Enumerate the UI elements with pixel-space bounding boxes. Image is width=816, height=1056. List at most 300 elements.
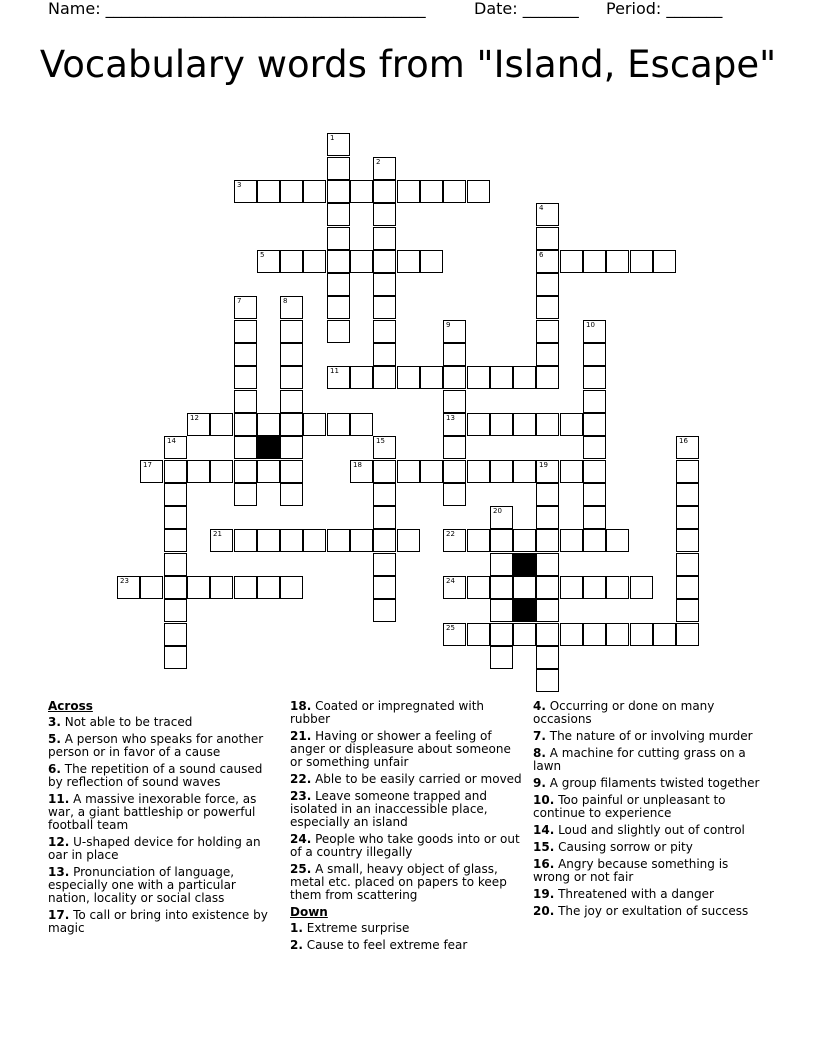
clue-number: 15 [376,437,385,445]
grid-cell[interactable] [140,576,163,599]
grid-cell[interactable] [490,529,513,552]
grid-cell[interactable] [490,623,513,646]
grid-cell[interactable] [164,483,187,506]
clue-number: 8 [283,297,288,305]
grid-cell[interactable] [490,646,513,669]
grid-cell[interactable] [536,227,559,250]
grid-cell[interactable] [373,273,396,296]
grid-cell[interactable] [560,623,583,646]
clue-item-number: 6. [48,762,61,776]
grid-cell[interactable] [234,343,257,366]
grid-cell[interactable] [490,413,513,436]
grid-cell[interactable] [420,180,443,203]
across-heading: Across [48,699,93,713]
grid-cell[interactable] [280,250,303,273]
clue-item [290,790,522,829]
clue-number: 12 [190,414,199,422]
clue-number: 1 [330,134,335,142]
grid-cell[interactable] [560,529,583,552]
clue-item [533,794,765,820]
grid-cell[interactable] [280,483,303,506]
clue-item-text: Occurring or done on many occasions [533,699,715,726]
clue-item-text: Leave someone trapped and isolated in an inaccessible place, especially an island [290,789,488,829]
clue-number: 16 [679,437,688,445]
grid-cell[interactable] [467,529,490,552]
clue-item-text: Having or shower a feeling of anger or displeasure about someone or something unfair [290,729,511,769]
clue-item-text: A massive inexorable force, as war, a giant battleship or powerful football team [48,792,257,832]
grid-cell[interactable] [164,506,187,529]
clue-item [533,888,765,901]
grid-cell[interactable] [117,576,140,599]
grid-cell[interactable] [676,460,699,483]
clue-item-number: 23. [290,789,312,803]
grid-cell[interactable] [560,460,583,483]
clue-item-text: A machine for cutting grass on a lawn [533,746,746,773]
grid-cell[interactable] [234,180,257,203]
clue-number: 2 [376,158,381,166]
grid-cell[interactable] [467,623,490,646]
grid-cell[interactable] [536,669,559,692]
grid-cell[interactable] [583,506,606,529]
clue-item-number: 2. [290,938,303,952]
clue-item [533,905,765,918]
grid-cell[interactable] [490,460,513,483]
grid-cell[interactable] [536,296,559,319]
grid-cell[interactable] [303,529,326,552]
clue-item-text: Causing sorrow or pity [554,840,693,854]
grid-cell[interactable] [397,460,420,483]
grid-cell[interactable] [280,343,303,366]
clue-item-number: 1. [290,921,303,935]
grid-cell[interactable] [420,366,443,389]
clue-item-text: Too painful or unpleasant to continue to experience [533,793,726,820]
grid-cell[interactable] [210,576,233,599]
grid-cell[interactable] [373,250,396,273]
grid-cell[interactable] [467,180,490,203]
grid-cell[interactable] [327,227,350,250]
grid-cell[interactable] [490,599,513,622]
grid-cell[interactable] [443,460,466,483]
grid-cell[interactable] [164,576,187,599]
clue-number: 13 [446,414,455,422]
clue-number: 21 [213,530,222,538]
grid-cell[interactable] [234,320,257,343]
clue-item-number: 7. [533,729,546,743]
grid-cell[interactable] [350,413,373,436]
grid-cell[interactable] [467,460,490,483]
grid-cell[interactable] [583,320,606,343]
clue-number: 5 [260,251,265,259]
grid-cell[interactable] [234,483,257,506]
clue-item [533,841,765,854]
clue-number: 11 [330,367,339,375]
grid-cell[interactable] [234,460,257,483]
clue-item [290,730,522,769]
grid-cell[interactable] [583,436,606,459]
grid-cell[interactable] [257,180,280,203]
grid-cell[interactable] [350,529,373,552]
clue-item-number: 10. [533,793,555,807]
grid-cell[interactable] [257,250,280,273]
grid-cell[interactable] [327,133,350,156]
grid-cell[interactable] [443,180,466,203]
clue-number: 9 [446,321,451,329]
grid-cell[interactable] [164,553,187,576]
clue-item-number: 19. [533,887,555,901]
grid-cell[interactable] [443,320,466,343]
grid-cell[interactable] [490,553,513,576]
grid-cell[interactable] [536,343,559,366]
grid-cell[interactable] [280,366,303,389]
clue-item [533,730,765,743]
grid-cell[interactable] [373,296,396,319]
grid-cell[interactable] [583,413,606,436]
grid-cell[interactable] [164,623,187,646]
grid-cell[interactable] [583,483,606,506]
grid-cell[interactable] [350,250,373,273]
clue-item-number: 8. [533,746,546,760]
grid-cell[interactable] [513,623,536,646]
clue-number: 19 [539,461,548,469]
clue-number: 3 [237,181,242,189]
grid-cell[interactable] [536,366,559,389]
grid-cell[interactable] [443,436,466,459]
clue-item [48,793,280,832]
grid-cell[interactable] [676,576,699,599]
clue-item-number: 17. [48,908,70,922]
clue-item-number: 4. [533,699,546,713]
grid-cell[interactable] [373,157,396,180]
grid-cell[interactable] [280,529,303,552]
grid-cell[interactable] [513,366,536,389]
clue-column-1 [48,700,280,939]
clue-item [533,824,765,837]
grid-cell[interactable] [373,366,396,389]
clue-item-text: Pronunciation of language, especially one with a particular nation, locality or social class [48,865,236,905]
grid-cell[interactable] [164,646,187,669]
clue-item-number: 12. [48,835,70,849]
clue-number: 25 [446,624,455,632]
grid-cell[interactable] [187,460,210,483]
grid-cell[interactable] [257,576,280,599]
clue-item-number: 14. [533,823,555,837]
clue-number: 22 [446,530,455,538]
grid-cell[interactable] [373,553,396,576]
grid-cell[interactable] [513,576,536,599]
grid-cell[interactable] [443,390,466,413]
grid-cell[interactable] [327,366,350,389]
grid-cell[interactable] [676,483,699,506]
grid-cell[interactable] [164,529,187,552]
grid-cell[interactable] [676,623,699,646]
grid-cell[interactable] [443,366,466,389]
grid-cell[interactable] [653,250,676,273]
grid-block [257,436,280,459]
clue-item-number: 16. [533,857,555,871]
grid-cell[interactable] [583,250,606,273]
grid-cell[interactable] [280,180,303,203]
grid-cell[interactable] [257,460,280,483]
grid-cell[interactable] [397,180,420,203]
grid-cell[interactable] [210,413,233,436]
clue-item-number: 25. [290,862,312,876]
grid-cell[interactable] [630,576,653,599]
clue-item-number: 9. [533,776,546,790]
grid-cell[interactable] [536,623,559,646]
grid-cell[interactable] [187,576,210,599]
grid-cell[interactable] [327,250,350,273]
clue-column-2 [290,700,522,956]
grid-block [513,599,536,622]
grid-cell[interactable] [676,506,699,529]
grid-cell[interactable] [443,483,466,506]
grid-cell[interactable] [536,506,559,529]
clue-item [533,858,765,884]
grid-cell[interactable] [140,460,163,483]
grid-cell[interactable] [397,366,420,389]
grid-cell[interactable] [373,576,396,599]
clue-item [48,909,280,935]
clue-item-text: Angry because something is wrong or not fair [533,857,729,884]
period-field[interactable]: Period: _______ [606,0,723,18]
grid-cell[interactable] [210,460,233,483]
grid-cell[interactable] [327,180,350,203]
clue-item [48,866,280,905]
grid-cell[interactable] [327,413,350,436]
grid-cell[interactable] [303,250,326,273]
clue-item-number: 22. [290,772,312,786]
date-field[interactable]: Date: _______ [474,0,579,18]
clue-item-number: 11. [48,792,70,806]
grid-cell[interactable] [164,599,187,622]
grid-cell[interactable] [583,529,606,552]
grid-cell[interactable] [420,250,443,273]
clue-item-text: A group filaments twisted together [545,776,760,790]
clue-item-text: Coated or impregnated with rubber [290,699,485,726]
clue-number: 23 [120,577,129,585]
grid-cell[interactable] [560,413,583,436]
grid-cell[interactable] [280,413,303,436]
grid-cell[interactable] [280,460,303,483]
clue-item-text: Cause to feel extreme fear [302,938,468,952]
grid-cell[interactable] [676,529,699,552]
clue-item-text: Threatened with a danger [554,887,714,901]
clue-item-text: Not able to be traced [60,715,193,729]
clue-item-number: 5. [48,732,61,746]
grid-cell[interactable] [303,180,326,203]
grid-cell[interactable] [373,506,396,529]
clue-item-text: The nature of or involving murder [545,729,753,743]
grid-cell[interactable] [583,623,606,646]
grid-cell[interactable] [676,553,699,576]
clue-item-number: 21. [290,729,312,743]
grid-cell[interactable] [536,576,559,599]
clue-item-number: 13. [48,865,70,879]
grid-cell[interactable] [187,413,210,436]
grid-cell[interactable] [467,576,490,599]
grid-cell[interactable] [234,436,257,459]
clue-number: 7 [237,297,242,305]
grid-cell[interactable] [583,366,606,389]
grid-cell[interactable] [373,436,396,459]
grid-cell[interactable] [443,413,466,436]
grid-cell[interactable] [443,343,466,366]
grid-cell[interactable] [327,157,350,180]
clue-number: 17 [143,461,152,469]
grid-cell[interactable] [583,390,606,413]
grid-cell[interactable] [350,460,373,483]
clue-item-number: 24. [290,832,312,846]
grid-cell[interactable] [536,553,559,576]
grid-cell[interactable] [536,273,559,296]
grid-cell[interactable] [280,390,303,413]
clue-item [48,763,280,789]
clue-column-3 [533,700,765,922]
grid-cell[interactable] [210,529,233,552]
grid-cell[interactable] [234,366,257,389]
clue-item-text: The repetition of a sound caused by reflection of sound waves [48,762,263,789]
grid-cell[interactable] [536,646,559,669]
clue-item [290,833,522,859]
grid-cell[interactable] [234,296,257,319]
grid-cell[interactable] [630,623,653,646]
grid-cell[interactable] [653,623,676,646]
grid-cell[interactable] [536,203,559,226]
grid-cell[interactable] [536,460,559,483]
grid-cell[interactable] [327,529,350,552]
grid-cell[interactable] [606,623,629,646]
grid-block [513,553,536,576]
grid-cell[interactable] [280,436,303,459]
grid-cell[interactable] [303,413,326,436]
grid-cell[interactable] [164,436,187,459]
grid-cell[interactable] [443,529,466,552]
clue-item-text: The joy or exultation of success [554,904,749,918]
name-field[interactable]: Name: ________________________________________ [48,0,426,18]
grid-cell[interactable] [397,250,420,273]
clue-item-text: Able to be easily carried or moved [311,772,522,786]
grid-cell[interactable] [583,576,606,599]
grid-cell[interactable] [536,599,559,622]
grid-cell[interactable] [234,529,257,552]
grid-cell[interactable] [536,250,559,273]
grid-cell[interactable] [536,320,559,343]
grid-cell[interactable] [280,320,303,343]
grid-cell[interactable] [443,576,466,599]
clue-item [48,733,280,759]
grid-cell[interactable] [350,180,373,203]
grid-cell[interactable] [373,227,396,250]
grid-cell[interactable] [327,296,350,319]
clue-item [533,747,765,773]
grid-cell[interactable] [490,366,513,389]
grid-cell[interactable] [536,483,559,506]
clue-item [290,922,522,935]
clue-item-number: 3. [48,715,61,729]
grid-cell[interactable] [676,599,699,622]
clue-item [290,700,522,726]
grid-cell[interactable] [583,343,606,366]
clue-item [48,836,280,862]
clue-item-text: Extreme surprise [302,921,410,935]
grid-cell[interactable] [513,460,536,483]
clue-number: 6 [539,251,544,259]
clue-item [290,863,522,902]
grid-cell[interactable] [373,483,396,506]
grid-cell[interactable] [583,460,606,483]
grid-cell[interactable] [606,529,629,552]
grid-cell[interactable] [397,529,420,552]
grid-cell[interactable] [373,343,396,366]
grid-cell[interactable] [373,460,396,483]
grid-cell[interactable] [560,576,583,599]
grid-cell[interactable] [350,366,373,389]
clue-item [290,773,522,786]
clue-item [533,777,765,790]
grid-cell[interactable] [420,460,443,483]
grid-cell[interactable] [490,506,513,529]
grid-cell[interactable] [513,529,536,552]
clue-item-text: A small, heavy object of glass, metal etc. placed on papers to keep them from scattering [290,862,507,902]
clue-item-text: To call or bring into existence by magic [48,908,268,935]
grid-cell[interactable] [164,460,187,483]
grid-cell[interactable] [676,436,699,459]
clue-number: 24 [446,577,455,585]
clue-item-text: People who take goods into or out of a country illegally [290,832,520,859]
grid-cell[interactable] [234,390,257,413]
grid-cell[interactable] [490,576,513,599]
clue-item-text: U-shaped device for holding an oar in place [48,835,261,862]
grid-cell[interactable] [373,529,396,552]
grid-cell[interactable] [373,203,396,226]
grid-cell[interactable] [536,413,559,436]
down-heading: Down [290,905,328,919]
grid-cell[interactable] [467,366,490,389]
grid-cell[interactable] [606,576,629,599]
grid-cell[interactable] [630,250,653,273]
grid-cell[interactable] [560,250,583,273]
grid-cell[interactable] [373,599,396,622]
clue-item-number: 20. [533,904,555,918]
grid-cell[interactable] [257,529,280,552]
clue-number: 4 [539,204,544,212]
grid-cell[interactable] [280,296,303,319]
grid-cell[interactable] [234,576,257,599]
clue-item-number: 18. [290,699,312,713]
grid-cell[interactable] [373,180,396,203]
clue-number: 14 [167,437,176,445]
grid-cell[interactable] [234,413,257,436]
grid-cell[interactable] [327,273,350,296]
grid-cell[interactable] [373,320,396,343]
clue-number: 18 [353,461,362,469]
grid-cell[interactable] [443,623,466,646]
grid-cell[interactable] [327,320,350,343]
page-title: Vocabulary words from "Island, Escape" [39,43,777,86]
clue-number: 20 [493,507,502,515]
grid-cell[interactable] [513,413,536,436]
clue-item-text: Loud and slightly out of control [554,823,745,837]
grid-cell[interactable] [536,529,559,552]
clue-item [48,716,280,729]
clue-item-number: 15. [533,840,555,854]
grid-cell[interactable] [467,413,490,436]
grid-cell[interactable] [280,576,303,599]
grid-cell[interactable] [257,413,280,436]
clue-number: 10 [586,321,595,329]
grid-cell[interactable] [606,250,629,273]
grid-cell[interactable] [327,203,350,226]
